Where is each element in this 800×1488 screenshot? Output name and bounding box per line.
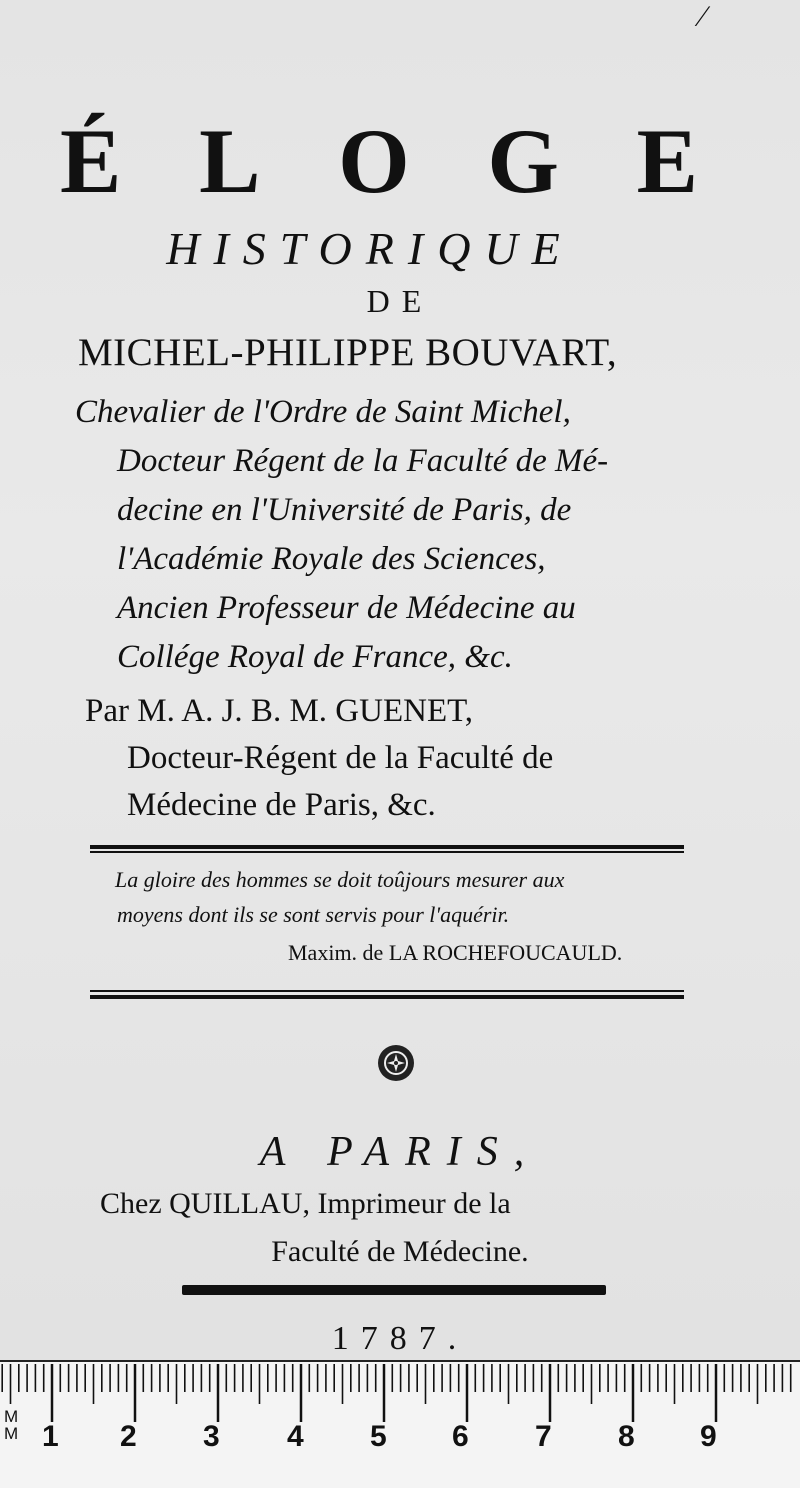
title-letter: G bbox=[487, 110, 561, 212]
imprint-year: 1787. bbox=[331, 1320, 469, 1357]
ruler-ticks bbox=[0, 1362, 800, 1422]
epigraph bbox=[115, 862, 685, 932]
ruler-number: 6 bbox=[452, 1420, 469, 1453]
divider-rule-top-thin bbox=[90, 851, 684, 853]
title-letter: O bbox=[338, 110, 412, 212]
ruler-number: 7 bbox=[535, 1420, 552, 1453]
description-line: Ancien Professeur de Médecine au bbox=[117, 590, 576, 626]
ruler-number: 5 bbox=[370, 1420, 387, 1453]
author-line: Médecine de Paris, &c. bbox=[127, 787, 436, 823]
description-line: Docteur Régent de la Faculté de Mé- bbox=[117, 443, 609, 479]
subject-name: MICHEL-PHILIPPE BOUVART, bbox=[78, 331, 618, 374]
ruler-number: 3 bbox=[203, 1420, 220, 1453]
imprint-rule bbox=[182, 1285, 606, 1295]
epigraph-line: La gloire des hommes se doit toûjours mesurer aux bbox=[115, 867, 565, 892]
printer-ornament-icon bbox=[378, 1045, 414, 1081]
author-line: Docteur-Régent de la Faculté de bbox=[127, 740, 554, 776]
author-block bbox=[85, 688, 785, 829]
epigraph-line: moyens dont ils se sont servis pour l'aquérir. bbox=[117, 902, 510, 927]
author-line: Par M. A. J. B. M. GUENET, bbox=[85, 693, 474, 729]
ruler-number: 9 bbox=[700, 1420, 717, 1453]
ruler-number: 2 bbox=[120, 1420, 137, 1453]
title-letter: É bbox=[60, 110, 124, 212]
subject-description bbox=[75, 388, 785, 682]
corner-pencil-mark: ∕ bbox=[700, 0, 706, 33]
preposition: DE bbox=[366, 283, 434, 319]
ruler-number: 4 bbox=[287, 1420, 304, 1453]
ruler-number: 1 bbox=[42, 1420, 59, 1453]
ruler-number: 8 bbox=[618, 1420, 635, 1453]
main-title bbox=[60, 110, 700, 212]
ruler-unit-label: M M bbox=[4, 1407, 19, 1443]
imprint-publisher: Chez QUILLAU, Imprimeur de la bbox=[100, 1187, 511, 1220]
description-line: Collége Royal de France, &c. bbox=[117, 639, 513, 675]
description-line: l'Académie Royale des Sciences, bbox=[117, 541, 546, 577]
divider-rule-bottom-thin bbox=[90, 990, 684, 992]
description-line: decine en l'Université de Paris, de bbox=[117, 492, 572, 528]
epigraph-attribution: Maxim. de LA ROCHEFOUCAULD. bbox=[288, 940, 623, 965]
imprint-publisher-line2: Faculté de Médecine. bbox=[271, 1235, 529, 1268]
title-letter: L bbox=[199, 110, 263, 212]
subtitle: HISTORIQUE bbox=[166, 223, 574, 274]
description-line: Chevalier de l'Ordre de Saint Michel, bbox=[75, 394, 571, 430]
divider-rule-top bbox=[90, 845, 684, 849]
title-letter: E bbox=[636, 110, 700, 212]
divider-rule-bottom bbox=[90, 995, 684, 999]
imprint-city: A PARIS, bbox=[259, 1129, 541, 1175]
